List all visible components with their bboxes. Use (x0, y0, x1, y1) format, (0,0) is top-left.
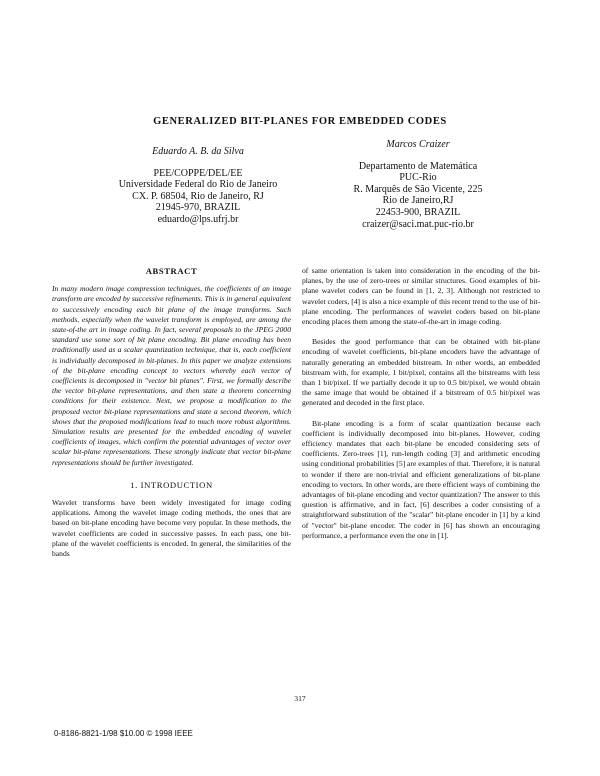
affiliation-line: R. Marquês de São Vicente, 225 (353, 183, 483, 195)
body-paragraph: Bit-plane encoding is a form of scalar quantization because each coefficient is individually decomposed into bit-planes. However, coding efficiency mandates that each bit-plane be encoded considering sets of coefficients. Zero-trees [1], run-length coding [3] and arithmetic encoding using conditional probabilities [5] are examples of that. Therefore, it is natural to wonder if there are non-trivial and efficient generalizations of bit-plane encoding to vectors. In other words, are there efficient ways of combining the advantages of bit-plane encoding and vector quantization? The answer to this question is affirmative, and in fact, [6] describes a coder consisting of a straightforward substitution of the "scalar" bit-plane encoder in [1] by a kind of "vector" bit-plane encoder. The coder in [6] has shown an encouraging performance, a performance even the one in [1]. (302, 418, 540, 540)
abstract-text: In many modern image compression techniques, the coefficients of an image transform are encoded by successive refinements. This is in general equivalent to successively encoding each bit plane of the image transforms. Such methods, especially when the wavelet transform is employed, are among the state-of-the art in image coding. In fact, several proposals to the JPEG 2000 standard use some sort of bit plane encoding. Bit plane encoding has been traditionally used as a scalar quantization technique, that is, each coefficient is individually decomposed in bit-planes. In this paper we analyze extensions of the bit-plane encoding concept to vectors whereby each vector of coefficients is decomposed in "vector bit planes". First, we formally describe the vector bit-plane representations, and then state a theorem concerning conditions for their existence. Next, we propose a modification to the proposed vector bit-plane representations and state a second theorem, which shows that the proposed modifications lead to much more robust algorithms. Simulation results are presented for the embedded encoding of wavelet coefficients of images, which confirm the potential advantages of vector over scalar bit-plane representations. These strongly indicate that vector bit-plane representations should be further investigated. (52, 284, 291, 467)
author-email: craizer@saci.mat.puc-rio.br (362, 218, 474, 230)
body-paragraph: of same orientation is taken into consideration in the encoding of the bit-planes, by the use of zero-trees or similar structures. Good examples of bit-plane wavelet coders can be found in [1, 2, 3]. Although not restricted to wavelet coders, [4] is also a nice example of this recent trend to the use of bit-plane encoding. The performances of wavelet coders based on bit-plane encoding places them among the state-of-the-art in image coding. (302, 266, 540, 327)
affiliation-line: PUC-Rio (399, 172, 437, 184)
section-heading-introduction: 1. INTRODUCTION (130, 479, 213, 490)
body-paragraph: Besides the good performance that can be obtained with bit-plane encoding of wavelet coefficients, bit-plane encoders have the advantage of naturally generating an embedded bitstream. In other words, an embedded bitstream with, for example, 1 bit/pixel, contains all the bitstreams with less than 1 bit/pixel. If we partially decode it up to 0.5 bit/pixel, we would obtain the same image that would be obtained if a bitstream of 0.5 bit/pixel was generated and decoded in the first place. (302, 337, 540, 408)
left-column (52, 266, 291, 569)
affiliation-line: 22453-900, BRAZIL (375, 206, 461, 218)
page-number: 317 (294, 694, 306, 703)
affiliation-line: Departamento de Matemática (358, 160, 478, 172)
affiliation-line: PEE/COPPE/DEL/EE (153, 167, 243, 179)
affiliation-line: Universidade Federal do Rio de Janeiro (118, 179, 278, 191)
author-block-1 (96, 146, 300, 226)
author-email: eduardo@lps.ufrj.br (157, 213, 239, 225)
author-block-2 (318, 139, 518, 230)
intro-paragraph: Wavelet transforms have been widely investigated for image coding applications. Among the wavelet image coding methods, the ones that are based on bit-plane encoding have become very popular. In these methods, the wavelet coefficients are coded in successive passes. In each pass, one bit-plane of the wavelet coefficients is encoded. In general, the similarities of the bands (52, 498, 291, 559)
copyright-footer: 0-8186-8821-1/98 $10.00 © 1998 IEEE (54, 729, 193, 738)
right-column (302, 266, 540, 551)
paper-title: GENERALIZED BIT-PLANES FOR EMBEDDED CODES (153, 116, 447, 127)
author-name: Eduardo A. B. da Silva (152, 146, 244, 157)
author-name: Marcos Craizer (386, 139, 450, 150)
affiliation-line: CX. P. 68504, Rio de Janeiro, RJ (132, 190, 264, 202)
affiliation-line: Rio de Janeiro,RJ (382, 195, 454, 207)
abstract-heading: ABSTRACT (145, 266, 198, 276)
affiliation-line: 21945-970, BRAZIL (155, 202, 241, 214)
